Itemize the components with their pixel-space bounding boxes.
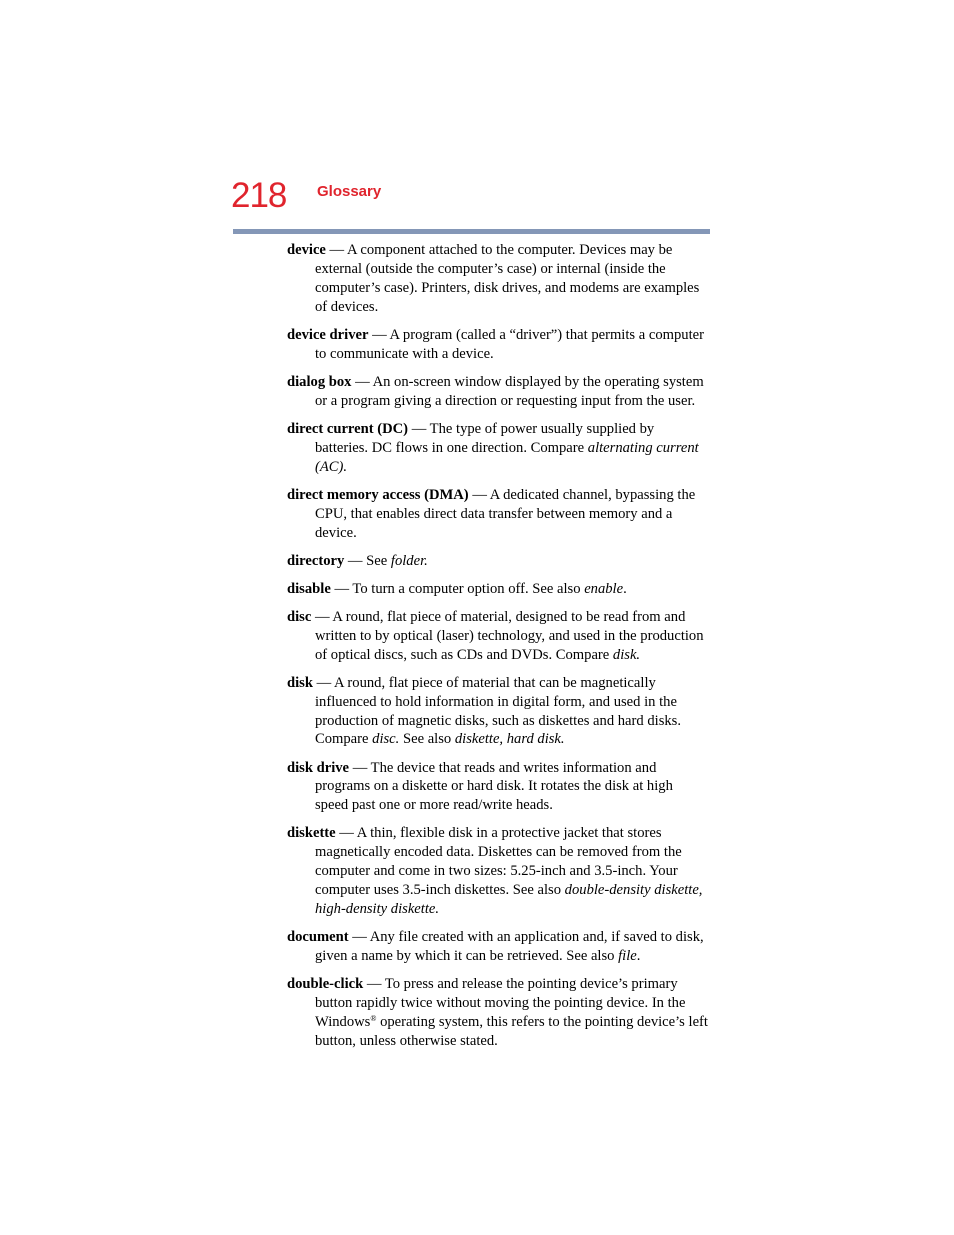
definition-text: — The type of power usually supplied by batteries. DC flows in one direction. Compare (315, 420, 655, 456)
glossary-term: device (287, 242, 326, 258)
glossary-entry (287, 674, 709, 750)
definition-text: — An on-screen window displayed by the operating system or a program giving a direction or requesting input from the user. (315, 373, 704, 409)
definition-text: — To turn a computer option off. See also (330, 580, 585, 597)
glossary-term: direct memory access (DMA) (287, 486, 469, 503)
definition-text: — See (344, 552, 391, 569)
cross-reference: diskette, hard disk. (454, 731, 565, 748)
glossary-entry (287, 759, 709, 816)
glossary-entry (287, 241, 709, 317)
cross-reference: folder. (390, 552, 428, 569)
definition-text: . (636, 948, 641, 965)
glossary-term: disk (287, 674, 313, 691)
definition-text: — A component attached to the computer. Devices may be external (outside the computer’s case) or internal (inside the computer’s case). Printers, disk drives, and modems are examples of devices. (315, 242, 700, 315)
glossary-entry (287, 824, 709, 919)
glossary-entry (287, 975, 709, 1051)
glossary-term: disk drive (287, 759, 350, 776)
cross-reference: double-density diskette, high-density diskette. (315, 882, 703, 918)
cross-reference: file (618, 948, 637, 965)
glossary-term: dialog box (287, 373, 352, 390)
glossary-term: disable (287, 580, 331, 597)
glossary-entry (287, 326, 709, 364)
page-number: 218 (231, 176, 287, 215)
glossary-term: directory (287, 552, 345, 569)
header-rule (233, 229, 710, 234)
definition-text: — To press and release the pointing device’s primary button rapidly twice without moving the pointing device. In the Windows (315, 976, 686, 1030)
glossary-entry (287, 552, 709, 571)
definition-text: — The device that reads and writes information and programs on a diskette or hard disk. It rotates the disk at high speed past one or more read/write heads. (315, 759, 673, 814)
glossary-entry (287, 486, 709, 543)
cross-reference: enable (584, 580, 624, 597)
cross-reference: disk. (612, 646, 641, 663)
glossary-entry (287, 580, 709, 599)
definition-text: — Any file created with an application and, if saved to disk, given a name by which it can be retrieved. See also (315, 929, 704, 965)
definition-text: — A program (called a “driver”) that permits a computer to communicate with a device. (315, 326, 704, 362)
glossary-term: device driver (287, 326, 369, 343)
cross-reference: disc. (372, 731, 400, 748)
registered-mark: ® (370, 1013, 377, 1023)
glossary-entry (287, 928, 709, 966)
glossary-entry (287, 608, 709, 665)
cross-reference: alternating current (AC). (315, 439, 699, 475)
glossary-term: diskette (287, 825, 336, 842)
section-title: Glossary (317, 183, 382, 200)
glossary-term: document (287, 929, 349, 946)
glossary-term: direct current (DC) (287, 420, 409, 437)
glossary-term: disc (287, 608, 312, 625)
definition-text: . (623, 580, 627, 597)
glossary-term: double-click (287, 976, 364, 993)
definition-text: — A round, flat piece of material that can be magnetically influenced to hold information in digital form, and used in the production of magnetic disks, such as diskettes and hard disks. Compare (312, 674, 681, 748)
glossary-entry (287, 420, 709, 477)
definition-text: — A dedicated channel, bypassing the CPU, that enables direct data transfer between memory and a device. (315, 486, 696, 541)
definition-text: — A thin, flexible disk in a protective jacket that stores magnetically encoded data. Diskettes can be removed from the computer and come in two sizes: 5.25-inch and 3.5-inch. Your computer uses 3.5-inch diskettes. See also (315, 825, 682, 899)
glossary-list (287, 241, 709, 1060)
definition-text: operating system, this refers to the pointing device’s left button, unless otherwise stated. (315, 1013, 708, 1049)
glossary-entry (287, 373, 709, 411)
definition-text: See also (399, 731, 455, 748)
definition-text: — A round, flat piece of material, designed to be read from and written to by optical (laser) technology, and used in the production of optical discs, such as CDs and DVDs. Compare (311, 608, 704, 663)
